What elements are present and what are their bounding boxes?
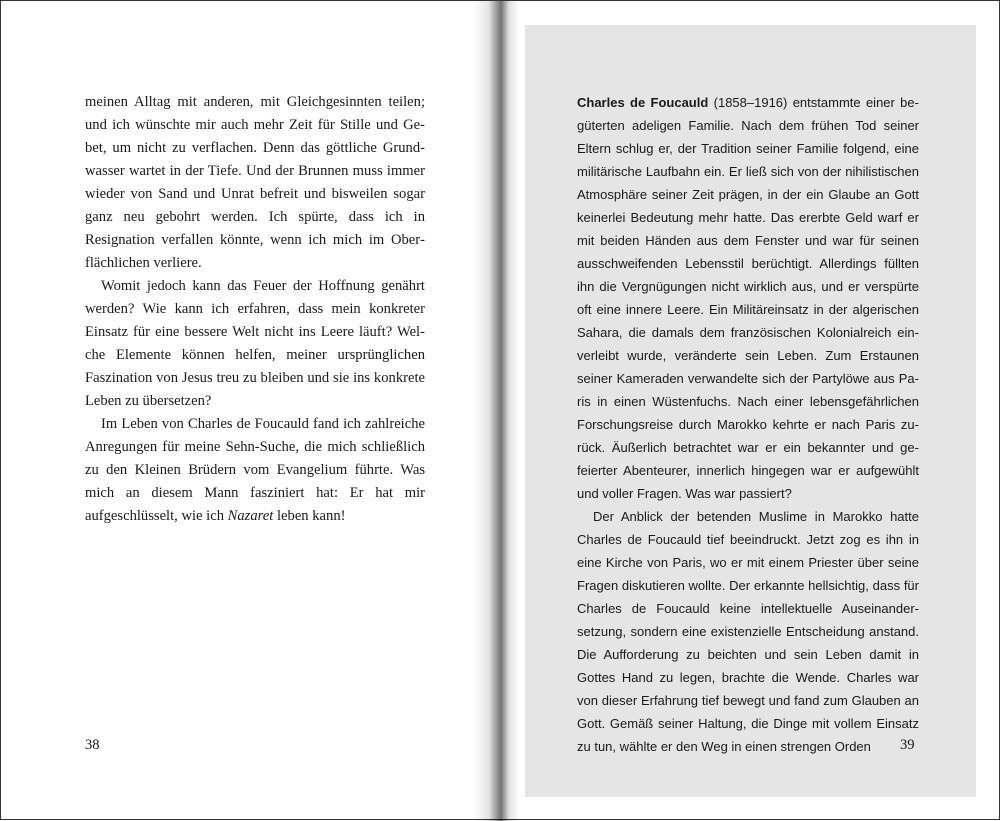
right-paragraph-1-text: (1858–1916) entstammte einer begüterten adeligen Familie. Nach dem frühen Tod seiner Eltern schlug er, der Tradition seiner Familie folgend, eine militärische Laufbahn ein. Er ließ sich von der nihilistischen Atmosphäre seiner Zeit prägen, in der ein Glaube an Gott keinerlei Bedeutung mehr hatte. Das ererbte Geld warf er mit beiden Händen aus dem Fenster und war für seinen ausschweifenden Lebensstil berüchtigt. Allerdings füllten ihn die Vergnügungen nicht wirklich aus, und er verspürte oft eine innere Leere. Ein Militäreinsatz in der algerischen Sahara, die damals dem französischen Kolonialreich einverleibt wurde, veränderte sein Leben. Zum Erstaunen seiner Kameraden verwandelte sich der Partylöwe aus Paris in einen Wüstenfuchs. Nach einer lebensgefährlichen Forschungsreise durch Marokko kehrte er nach Paris zurück. Äußerlich betrachtet war er ein bekannter und gefeierter Abenteurer, innerlich hingegen war er aufgewühlt und voller Fragen. Was war passiert? [577,95,919,501]
left-paragraph-1: meinen Alltag mit anderen, mit Gleichgesinnten teilen; und ich wünschte mir auch mehr Zeit für Stille und Gebet, um nicht zu verflachen. Denn das göttliche Grundwasser wartet in der Tiefe. Und der Brunnen muss immer wieder von Sand und Unrat befreit und bisweilen sogar ganz neu gebohrt werden. Ich spürte, dass ich in Resignation verfallen könnte, wenn ich mich im Oberflächlichen verliere. [85,94,425,271]
bio-name-bold: Charles de Foucauld [577,95,709,110]
left-paragraph-3-end: leben kann! [273,508,346,524]
gutter-shadow-right [501,1,519,821]
nazaret-emphasis: Nazaret [227,508,274,524]
page-number-left: 38 [85,737,100,753]
left-paragraph-2: Womit jedoch kann das Feuer der Hoffnung genährt werden? Wie kann ich erfahren, dass mein konkreter Einsatz für eine bessere Welt nicht ins Leere läuft? Welche Elemente können helfen, meiner ursprünglichen Faszination von Jesus treu zu bleiben und sie ins konkrete Leben zu übersetzen? [85,278,425,409]
left-paragraph-3 [85,413,425,528]
left-paragraph-3-text: Im Leben von Charles de Foucauld fand ich zahlreiche Anregungen für meine Sehn-Suche, die mich schließlich zu den Kleinen Brüdern vom Evangelium führte. Was mich an diesem Mann fasziniert hat: Er hat mir aufgeschlüsselt, wie ich [85,416,425,524]
right-paragraph-1 [577,91,919,505]
right-page [501,1,1000,821]
right-paragraph-2: Der Anblick der betenden Muslime in Marokko hatte Charles de Foucauld tief beeindruckt. Jetzt zog es ihn in eine Kirche von Paris, wo er mit einem Priester über seine Fragen diskutieren wollte. Der erkannte hellsichtig, dass für Charles de Foucauld keine intellektuelle Auseinandersetzung, sondern eine existenzielle Entscheidung anstand. Die Aufforderung zu beichten und sein Leben damit in Gottes Hand zu legen, brachte die Wende. Charles war von dieser Erfahrung tief bewegt und fand zum Glauben an Gott. Gemäß seiner Haltung, die Dinge mit vollem Einsatz zu tun, wählte er den Weg in einen strengen Orden [577,509,919,754]
gutter-shadow-left [473,1,501,821]
left-page-body [85,91,425,528]
right-page-body [577,91,919,758]
left-page [1,1,501,821]
page-number-right: 39 [900,737,915,753]
